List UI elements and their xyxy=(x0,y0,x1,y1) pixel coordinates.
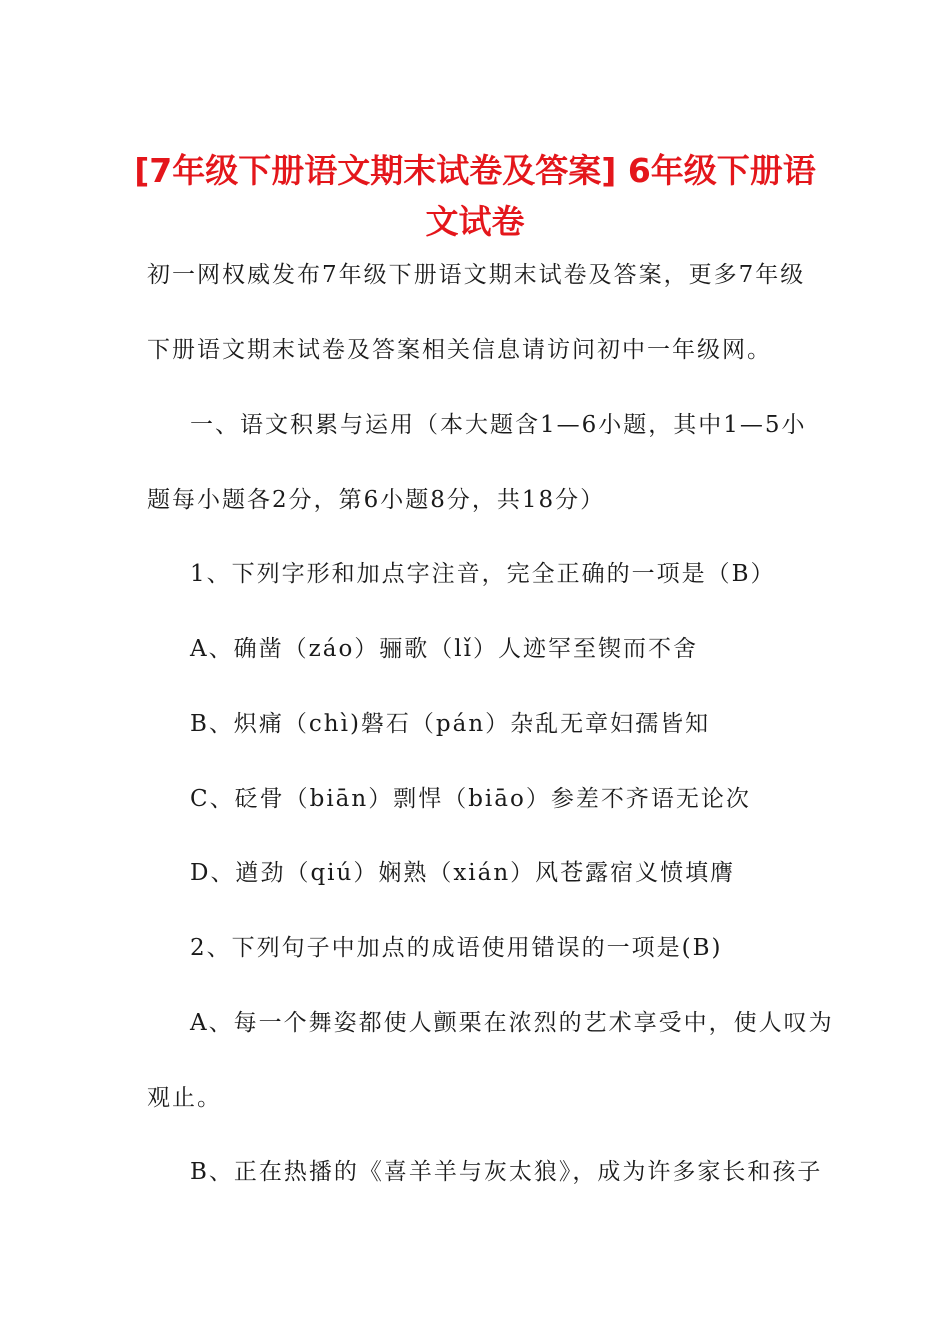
question-2-option-a-line-1: A、每一个舞姿都使人颤栗在浓烈的艺术享受中，使人叹为 xyxy=(190,1010,834,1036)
document-title: [7年级下册语文期末试卷及答案] 6年级下册语文试卷 xyxy=(134,151,816,241)
question-2-stem: 2、下列句子中加点的成语使用错误的一项是(B) xyxy=(190,935,723,961)
question-1-option-b: B、炽痛（chì)磐石（pán）杂乱无章妇孺皆知 xyxy=(190,711,711,737)
question-2-option-a-line-2: 观止。 xyxy=(147,1085,222,1111)
question-1-option-a: A、确凿（záo）骊歌（lǐ）人迹罕至锲而不舍 xyxy=(190,636,698,662)
question-2-option-b-line-1: B、正在热播的《喜羊羊与灰太狼》，成为许多家长和孩子 xyxy=(190,1159,823,1185)
section-heading-line-2: 题每小题各2分，第6小题8分，共18分） xyxy=(147,487,606,513)
question-1-option-d: D、遒劲（qiú）娴熟（xián）风苍露宿义愤填膺 xyxy=(190,860,736,886)
question-1-option-c: C、砭骨（biān）剽悍（biāo）参差不齐语无论次 xyxy=(190,786,751,812)
paragraph-line-intro-1: 初一网权威发布7年级下册语文期末试卷及答案，更多7年级 xyxy=(147,262,806,288)
question-1-stem: 1、下列字形和加点字注音，完全正确的一项是（B） xyxy=(190,561,776,587)
section-heading-line-1: 一、语文积累与运用（本大题含1—6小题，其中1—5小 xyxy=(190,412,807,438)
paragraph-line-intro-2: 下册语文期末试卷及答案相关信息请访问初中一年级网。 xyxy=(147,337,772,363)
